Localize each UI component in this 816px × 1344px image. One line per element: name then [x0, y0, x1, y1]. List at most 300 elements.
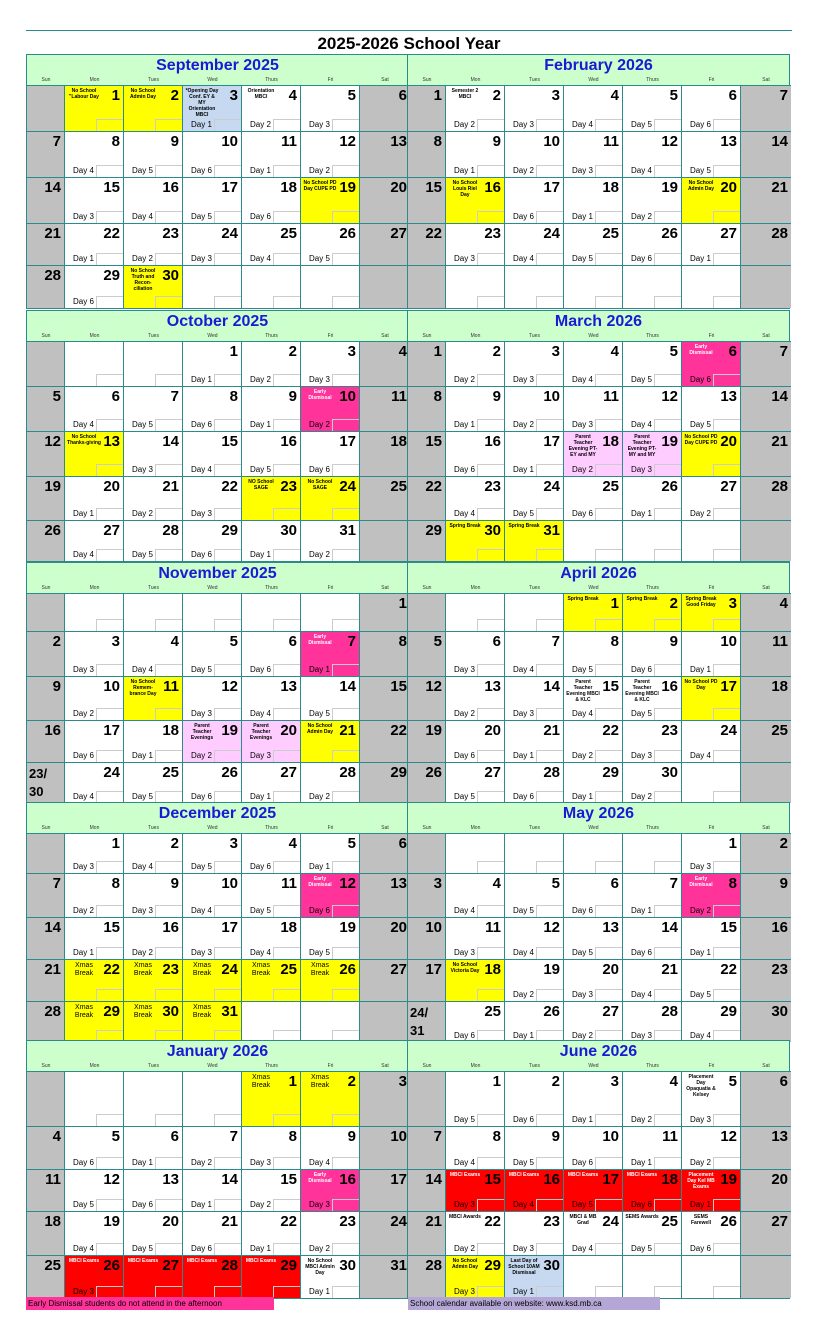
day-cell	[27, 265, 65, 308]
event-note: Early Dismissal	[308, 1172, 332, 1184]
cell-corner-box	[332, 989, 359, 1001]
cell-corner-box	[214, 211, 241, 223]
day-cell	[623, 1211, 682, 1255]
cycle-day: Day 6	[631, 665, 652, 674]
date-number: 22	[602, 722, 619, 739]
cell-corner-box	[96, 1114, 123, 1126]
cycle-day: Day 6	[73, 751, 94, 760]
cell-corner-box	[477, 419, 504, 431]
cell-corner-box	[273, 750, 300, 762]
cycle-day: Day 1	[690, 1200, 711, 1209]
date-number: 7	[433, 1128, 442, 1145]
day-cell	[124, 341, 183, 386]
date-number: 12	[720, 1128, 737, 1145]
cell-corner-box	[477, 165, 504, 177]
date-number: 1	[728, 835, 737, 852]
day-cell	[623, 520, 682, 561]
cell-corner-box	[96, 1243, 123, 1255]
day-cell	[183, 959, 242, 1001]
day-cell	[741, 431, 791, 476]
day-cell	[564, 873, 623, 917]
date-number: 8	[229, 388, 238, 405]
date-number: 7	[779, 343, 788, 360]
cell-corner-box	[96, 419, 123, 431]
event-note: Xmas Break	[192, 962, 212, 977]
cycle-day: Day 3	[631, 1031, 652, 1040]
date-number: 8	[398, 633, 407, 650]
date-number: 23	[661, 722, 678, 739]
cell-corner-box	[96, 619, 123, 631]
date-number: 1	[288, 1073, 297, 1090]
weekday-label: Thurs	[646, 1063, 659, 1069]
day-cell	[505, 720, 564, 762]
day-cell	[360, 720, 410, 762]
day-cell	[505, 386, 564, 431]
weekday-label: Thurs	[265, 825, 278, 831]
day-cell	[682, 720, 741, 762]
page-title: 2025-2026 School Year	[317, 34, 501, 53]
weekday-label: Wed	[207, 333, 218, 339]
event-note: MBCI Exams	[127, 1258, 159, 1264]
day-cell	[564, 341, 623, 386]
day-cell	[564, 593, 623, 631]
date-number: 14	[44, 919, 61, 936]
weekday-label: Mon	[89, 825, 100, 831]
cell-corner-box	[214, 165, 241, 177]
weekday-label: Mon	[470, 333, 481, 339]
day-cell	[124, 873, 183, 917]
weekday-label: Thurs	[265, 1063, 278, 1069]
weekday-label: Wed	[207, 585, 218, 591]
day-cell	[183, 341, 242, 386]
event-note: Xmas Break	[74, 1004, 94, 1019]
date-number: 11	[281, 133, 297, 150]
cycle-day: Day 1	[132, 1158, 153, 1167]
day-cell	[408, 720, 446, 762]
date-number: 14	[771, 388, 788, 405]
day-cell	[623, 873, 682, 917]
day-cell	[564, 386, 623, 431]
weekday-label: Sat	[762, 333, 770, 339]
cell-corner-box	[273, 549, 300, 561]
day-cell	[301, 1211, 360, 1255]
day-cell	[682, 476, 741, 520]
weekday-label: Fri	[708, 1063, 715, 1069]
day-cell	[27, 223, 65, 265]
cell-corner-box	[654, 664, 681, 676]
day-cell	[360, 1126, 410, 1169]
day-cell	[360, 476, 410, 520]
date-number: 6	[728, 343, 737, 360]
day-cell	[446, 873, 505, 917]
date-number: 5	[347, 835, 356, 852]
day-cell	[682, 833, 741, 873]
date-number: 13	[771, 1128, 788, 1145]
cell-corner-box	[332, 296, 359, 308]
date-number: 1	[111, 87, 120, 104]
day-cell	[301, 917, 360, 959]
cell-corner-box	[214, 619, 241, 631]
date-number: 26	[661, 225, 678, 242]
date-number: 14	[425, 1171, 442, 1188]
day-cell	[446, 131, 505, 177]
date-number: 26	[661, 478, 678, 495]
cycle-day: Day 6	[631, 254, 652, 263]
day-cell	[360, 265, 410, 308]
date-number: 23	[162, 225, 179, 242]
cell-corner-box	[713, 119, 740, 131]
day-cell	[242, 1126, 301, 1169]
date-number: 6	[170, 1128, 179, 1145]
date-number: 1	[492, 1073, 501, 1090]
date-number: 9	[170, 133, 179, 150]
day-cell	[183, 631, 242, 676]
cell-corner-box	[654, 374, 681, 386]
day-cell	[623, 1255, 682, 1298]
date-number: 7	[779, 87, 788, 104]
date-number: 12	[339, 875, 356, 892]
event-note: MBCI Exams	[449, 1172, 481, 1178]
cell-corner-box	[595, 211, 622, 223]
cycle-day: Day 4	[132, 665, 153, 674]
cycle-day: Day 3	[309, 375, 330, 384]
day-cell	[124, 833, 183, 873]
event-note: MBCI Exams	[186, 1258, 218, 1264]
date-number: 1	[610, 595, 619, 612]
date-number: 4	[398, 343, 407, 360]
date-number: 28	[661, 1003, 678, 1020]
day-cell	[27, 593, 65, 631]
date-number: 4	[779, 595, 788, 612]
cycle-day: Day 6	[454, 465, 475, 474]
cycle-day: Day 3	[572, 166, 593, 175]
day-cell	[623, 1001, 682, 1042]
day-cell	[446, 833, 505, 873]
day-cell	[183, 520, 242, 561]
cell-corner-box	[155, 296, 182, 308]
day-cell	[623, 341, 682, 386]
day-cell	[682, 1001, 741, 1042]
cycle-day: Day 5	[572, 948, 593, 957]
cycle-day: Day 6	[513, 212, 534, 221]
day-cell	[682, 131, 741, 177]
cycle-day: Day 5	[572, 665, 593, 674]
date-number: 23/ 30	[29, 766, 48, 799]
cell-corner-box	[536, 619, 563, 631]
day-cell	[124, 85, 183, 131]
cell-corner-box	[595, 464, 622, 476]
cycle-day: Day 3	[132, 465, 153, 474]
cycle-day: Day 2	[132, 254, 153, 263]
day-cell	[65, 1126, 124, 1169]
cycle-day: Day 4	[191, 906, 212, 915]
cycle-day: Day 3	[454, 1287, 475, 1296]
date-number: 26	[339, 961, 356, 978]
date-number: 27	[390, 225, 407, 242]
cell-corner-box	[96, 750, 123, 762]
day-cell	[183, 676, 242, 720]
cell-corner-box	[595, 905, 622, 917]
date-number: 21	[543, 722, 560, 739]
date-number: 5	[728, 1073, 737, 1090]
date-number: 16	[543, 1171, 560, 1188]
cell-corner-box	[155, 664, 182, 676]
weekday-label: Thurs	[265, 77, 278, 83]
event-note: Early Dismissal	[308, 389, 332, 401]
cell-corner-box	[477, 861, 504, 873]
cycle-day: Day 1	[73, 948, 94, 957]
date-number: 28	[221, 1257, 238, 1274]
cycle-day: Day 5	[690, 990, 711, 999]
cell-corner-box	[214, 708, 241, 720]
cell-corner-box	[96, 253, 123, 265]
month-january-2026	[26, 1040, 409, 1299]
day-cell	[623, 431, 682, 476]
cell-corner-box	[214, 296, 241, 308]
date-number: 23	[162, 961, 179, 978]
cell-corner-box	[332, 1114, 359, 1126]
day-cell	[408, 1001, 446, 1042]
event-note: Parent Teacher Evenings	[249, 723, 273, 741]
date-number: 2	[347, 1073, 356, 1090]
day-cell	[446, 1001, 505, 1042]
event-note: No School Admin Day	[306, 723, 334, 735]
cycle-day: Day 4	[73, 792, 94, 801]
weekday-label: Wed	[588, 77, 599, 83]
cell-corner-box	[273, 253, 300, 265]
day-cell	[27, 131, 65, 177]
date-number: 19	[543, 961, 560, 978]
day-cell	[505, 917, 564, 959]
day-cell	[741, 1169, 791, 1211]
cell-corner-box	[214, 549, 241, 561]
date-number: 6	[288, 633, 297, 650]
day-cell	[408, 1255, 446, 1298]
weekday-label: Sat	[762, 585, 770, 591]
cycle-day: Day 1	[250, 550, 271, 559]
day-cell	[741, 223, 791, 265]
day-cell	[505, 959, 564, 1001]
cycle-day: Day 1	[572, 1115, 593, 1124]
cell-corner-box	[96, 119, 123, 131]
day-cell	[682, 762, 741, 803]
day-cell	[564, 917, 623, 959]
day-cell	[301, 1001, 360, 1042]
cycle-day: Day 5	[631, 120, 652, 129]
date-number: 23	[484, 225, 501, 242]
cycle-day: Day 2	[250, 120, 271, 129]
weekday-label: Wed	[588, 825, 599, 831]
cell-corner-box	[214, 253, 241, 265]
date-number: 30	[661, 764, 678, 781]
cycle-day: Day 1	[631, 509, 652, 518]
cell-corner-box	[477, 664, 504, 676]
date-number: 14	[44, 179, 61, 196]
day-cell	[505, 873, 564, 917]
weekday-label: Tues	[529, 77, 540, 83]
day-cell	[360, 676, 410, 720]
day-cell	[623, 1169, 682, 1211]
date-number: 14	[771, 133, 788, 150]
cycle-day: Day 2	[513, 990, 534, 999]
cycle-day: Day 3	[454, 665, 475, 674]
cycle-day: Day 2	[454, 709, 475, 718]
cell-corner-box	[273, 989, 300, 1001]
day-cell	[183, 873, 242, 917]
cell-corner-box	[477, 905, 504, 917]
cycle-day: Day 6	[250, 862, 271, 871]
day-cell	[446, 593, 505, 631]
day-cell	[446, 1211, 505, 1255]
day-cell	[27, 631, 65, 676]
cycle-day: Day 5	[690, 166, 711, 175]
cell-corner-box	[155, 253, 182, 265]
date-number: 25	[280, 225, 297, 242]
date-number: 12	[543, 919, 560, 936]
day-cell	[301, 762, 360, 803]
weekday-label: Tues	[148, 825, 159, 831]
date-number: 19	[661, 179, 678, 196]
weekday-label: Tues	[529, 825, 540, 831]
day-cell	[360, 85, 410, 131]
cell-corner-box	[96, 664, 123, 676]
date-number: 4	[52, 1128, 61, 1145]
cycle-day: Day 1	[73, 254, 94, 263]
cycle-day: Day 2	[132, 509, 153, 518]
cycle-day: Day 6	[631, 948, 652, 957]
day-cell	[183, 720, 242, 762]
date-number: 2	[492, 87, 501, 104]
cell-corner-box	[595, 861, 622, 873]
cell-corner-box	[536, 211, 563, 223]
date-number: 26	[720, 1213, 737, 1230]
day-cell	[301, 265, 360, 308]
event-note: Parent Teacher Evening MBCI & KLC	[566, 679, 600, 703]
cycle-day: Day 3	[73, 1287, 94, 1296]
date-number: 8	[433, 133, 442, 150]
cell-corner-box	[713, 1157, 740, 1169]
date-number: 5	[347, 87, 356, 104]
cycle-day: Day 1	[690, 948, 711, 957]
date-number: 21	[425, 1213, 442, 1230]
date-number: 2	[170, 835, 179, 852]
event-note: Orientation MBCI	[247, 88, 275, 100]
weekday-header	[407, 76, 790, 85]
cycle-day: Day 1	[309, 1287, 330, 1296]
date-number: 15	[484, 1171, 501, 1188]
cell-corner-box	[214, 664, 241, 676]
weekday-label: Sat	[762, 825, 770, 831]
day-cell	[505, 85, 564, 131]
cycle-day: Day 3	[309, 1200, 330, 1209]
date-number: 12	[425, 678, 442, 695]
date-number: 4	[288, 87, 297, 104]
day-cell	[505, 833, 564, 873]
weekday-label: Mon	[470, 77, 481, 83]
day-cell	[741, 85, 791, 131]
cycle-day: Day 1	[309, 862, 330, 871]
day-cell	[65, 265, 124, 308]
cell-corner-box	[477, 708, 504, 720]
cycle-day: Day 6	[631, 1200, 652, 1209]
month-title: December 2025	[26, 802, 409, 824]
date-number: 8	[288, 1128, 297, 1145]
date-number: 8	[728, 875, 737, 892]
day-cell	[124, 762, 183, 803]
cell-corner-box	[713, 664, 740, 676]
cycle-day: Day 2	[191, 1158, 212, 1167]
cycle-day: Day 3	[690, 1115, 711, 1124]
day-cell	[505, 1255, 564, 1298]
event-note: Early Dismissal	[308, 634, 332, 646]
date-number: 16	[44, 722, 61, 739]
cycle-day: Day 1	[513, 1287, 534, 1296]
date-number: 18	[44, 1213, 61, 1230]
date-number: 14	[543, 678, 560, 695]
weekday-label: Wed	[588, 585, 599, 591]
day-cell	[741, 959, 791, 1001]
day-cell	[446, 265, 505, 308]
cycle-day: Day 2	[631, 1115, 652, 1124]
weekday-label: Tues	[529, 1063, 540, 1069]
date-number: 24	[543, 225, 560, 242]
cell-corner-box	[595, 1243, 622, 1255]
event-note: Spring Break	[508, 523, 540, 529]
cell-corner-box	[332, 1243, 359, 1255]
cycle-day: Day 4	[513, 948, 534, 957]
cell-corner-box	[713, 419, 740, 431]
day-cell	[446, 917, 505, 959]
cycle-day: Day 3	[513, 709, 534, 718]
date-number: 29	[484, 1257, 501, 1274]
cell-corner-box	[654, 947, 681, 959]
month-title: September 2025	[26, 54, 409, 76]
day-cell	[65, 833, 124, 873]
cell-corner-box	[713, 905, 740, 917]
date-number: 9	[347, 1128, 356, 1145]
cell-corner-box	[214, 1157, 241, 1169]
date-number: 11	[603, 388, 619, 405]
cell-corner-box	[713, 549, 740, 561]
cycle-day: Day 3	[513, 1244, 534, 1253]
date-number: 25	[44, 1257, 61, 1274]
cycle-day: Day 4	[454, 1158, 475, 1167]
cycle-day: Day 5	[572, 1200, 593, 1209]
day-cell	[564, 223, 623, 265]
weekday-label: Fri	[708, 825, 715, 831]
event-note: Parent Teacher Evenings	[190, 723, 214, 741]
cell-corner-box	[155, 1157, 182, 1169]
day-cell	[682, 917, 741, 959]
event-note: Parent Teacher Evening PT-EY and MY	[568, 434, 598, 458]
cycle-day: Day 6	[572, 509, 593, 518]
cell-corner-box	[332, 1157, 359, 1169]
date-number: 3	[111, 633, 120, 650]
day-cell	[741, 593, 791, 631]
event-note: Spring Break Good Friday	[685, 596, 717, 608]
day-cell	[360, 341, 410, 386]
cell-corner-box	[332, 905, 359, 917]
day-cell	[360, 131, 410, 177]
cell-corner-box	[273, 947, 300, 959]
day-cell	[183, 131, 242, 177]
date-number: 30	[484, 522, 501, 539]
date-number: 21	[162, 478, 179, 495]
date-number: 5	[229, 633, 238, 650]
date-number: 23	[543, 1213, 560, 1230]
day-cell	[65, 341, 124, 386]
day-cell	[65, 386, 124, 431]
